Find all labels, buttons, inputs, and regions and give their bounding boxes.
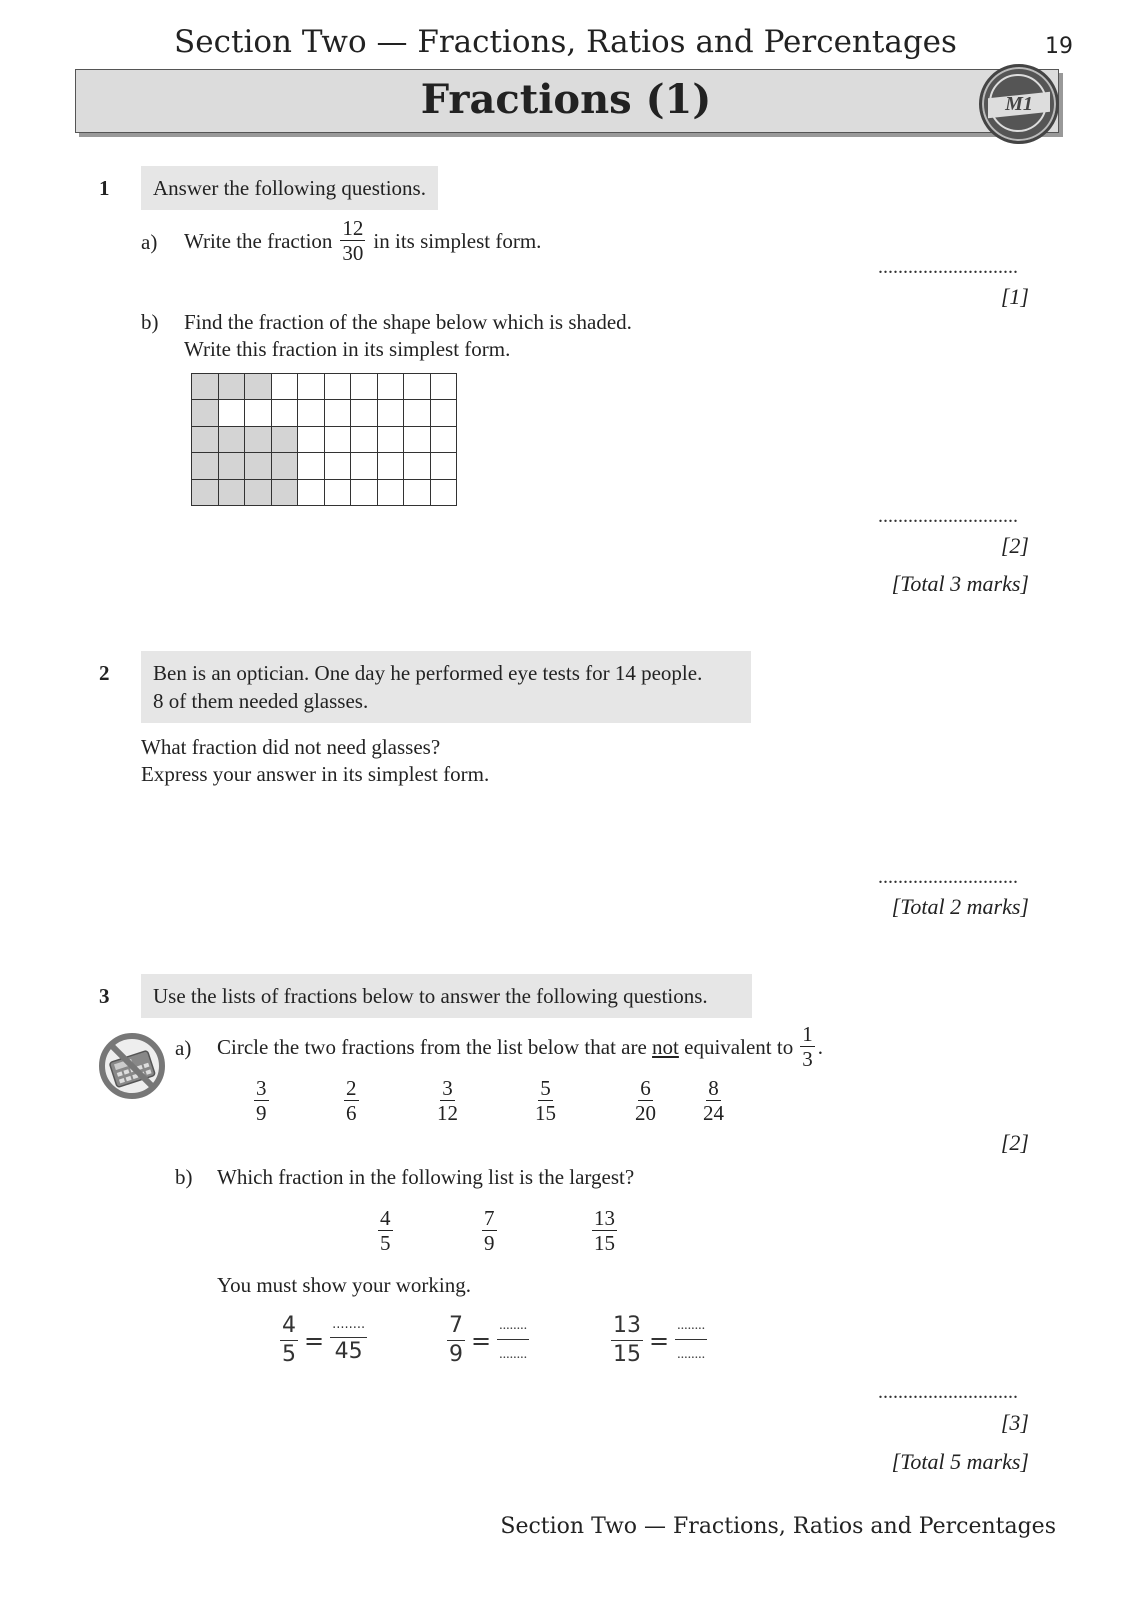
q3b-blank-den[interactable]: ........ [499,1347,528,1362]
section-title: Section Two — Fractions, Ratios and Percentages [174,24,957,60]
question-1-number: 1 [99,176,110,200]
q1b-label: b) [141,310,159,334]
grid-cell [272,400,299,426]
grid-cell-shaded [272,480,299,506]
q1a-text-before: Write the fraction [184,229,333,253]
q3b-working-blank[interactable] [330,1318,367,1363]
q1a-question [184,218,541,264]
q3b-blank-num[interactable]: ........ [330,1318,367,1338]
q3b-option [482,1208,497,1254]
grid-cell [431,374,458,400]
grid-cell [298,374,325,400]
grid-cell [325,374,352,400]
grid-cell-shaded [192,400,219,426]
q3b-option [592,1208,617,1254]
q3a-target-den: 3 [802,1047,813,1071]
q1a-text-after: in its simplest form. [373,229,542,253]
q3b-working-den: 9 [449,1342,463,1367]
equals-sign: = [304,1326,325,1355]
q3a-option[interactable] [437,1078,458,1124]
q3a-text-before: Circle the two fractions from the list below that are [217,1035,653,1059]
q1a-fraction [340,218,365,264]
q3a-mark: [2] [1000,1130,1029,1155]
q3b-answer-line[interactable]: ............................ [878,1381,1018,1403]
q3a-option-den: 6 [346,1101,357,1125]
q3a-option[interactable] [535,1078,556,1124]
q3b-working-fraction [447,1315,465,1366]
q3b-blank-den: 45 [334,1339,363,1364]
q3a-option-num: 3 [442,1076,453,1100]
q1b-line2: Write this fraction in its simplest form. [184,337,511,361]
grid-cell-shaded [272,427,299,453]
level-badge-label: M1 [1005,93,1033,115]
question-2-prompt-line1: Ben is an optician. One day he performed eye tests for 14 people. [153,661,703,685]
grid-cell [325,453,352,479]
q3b-working-blank[interactable] [675,1319,707,1362]
q3b-label: b) [175,1165,193,1189]
q3a-label: a) [175,1036,192,1060]
grid-cell-shaded [192,374,219,400]
q3b-option-num: 7 [484,1206,495,1230]
q1a-answer-line[interactable]: ............................ [878,256,1018,278]
grid-cell [404,453,431,479]
q3a-target-num: 1 [802,1022,813,1046]
q3b-working-fraction [280,1315,298,1366]
q3b-working-blank[interactable] [497,1319,529,1362]
q3b-mark: [3] [1000,1410,1029,1435]
grid-cell [404,400,431,426]
q3b-option [378,1208,393,1254]
q1-total-marks: [Total 3 marks] [891,571,1029,596]
grid-cell [404,480,431,506]
equals-sign: = [471,1326,492,1355]
q3a-option-den: 24 [703,1101,724,1125]
q1a-label: a) [141,230,158,254]
q3a-option-num: 8 [708,1076,719,1100]
q3b-working-num: 13 [611,1315,643,1341]
q3b-working-num: 7 [447,1315,465,1341]
q3a-option-den: 9 [256,1101,267,1125]
grid-cell [404,427,431,453]
grid-cell [351,427,378,453]
q3b-blank-num[interactable]: ........ [675,1319,707,1340]
question-2-number: 2 [99,661,110,685]
q3a-question [217,1022,823,1072]
q1a-fraction-den: 30 [342,241,364,265]
q3a-option-num: 2 [346,1076,357,1100]
no-calculator-icon [98,1032,166,1100]
q3a-text-after: equivalent to [678,1035,794,1059]
q3b-blank-num[interactable]: ........ [497,1319,529,1340]
grid-cell [431,453,458,479]
grid-cell-shaded [192,427,219,453]
grid-cell [404,374,431,400]
grid-cell [351,453,378,479]
q1b-answer-line[interactable]: ............................ [878,505,1018,527]
grid-cell [431,480,458,506]
question-2-prompt [141,651,751,723]
q3b-working-1 [280,1315,367,1366]
equals-sign: = [649,1326,670,1355]
grid-cell-shaded [272,453,299,479]
shaded-grid [191,373,457,506]
question-2-prompt-line2: 8 of them needed glasses. [153,689,369,713]
q3a-option-num: 5 [540,1076,551,1100]
q3b-working-den: 5 [282,1342,296,1367]
q3a-option-den: 20 [635,1101,656,1125]
q3a-option[interactable] [703,1078,724,1124]
grid-cell [431,400,458,426]
grid-cell [325,427,352,453]
grid-cell-shaded [245,453,272,479]
q3b-option-den: 5 [380,1231,391,1255]
q2-line1: What fraction did not need glasses? [141,735,441,759]
q3b-working-num: 4 [280,1315,298,1341]
q3-total-marks: [Total 5 marks] [891,1449,1029,1474]
q3a-option[interactable] [344,1078,359,1124]
question-3-prompt: Use the lists of fractions below to answer the following questions. [141,974,752,1018]
question-3-number: 3 [99,984,110,1008]
q1a-mark: [1] [1000,284,1029,309]
q3a-option-den: 15 [535,1101,556,1125]
q3b-question: Which fraction in the following list is the largest? [217,1165,635,1189]
q3b-working-den: 15 [613,1342,641,1367]
page-number: 19 [1045,34,1073,59]
grid-cell-shaded [245,480,272,506]
grid-cell [378,480,405,506]
q3b-working-fraction [611,1315,643,1366]
q3a-option-num: 6 [640,1076,651,1100]
q1b-line1: Find the fraction of the shape below which is shaded. [184,310,632,334]
grid-cell [378,453,405,479]
grid-cell-shaded [219,480,246,506]
q3b-option-num: 13 [594,1206,615,1230]
grid-cell-shaded [219,453,246,479]
q2-total-marks: [Total 2 marks] [891,894,1029,919]
grid-cell [298,427,325,453]
q3b-option-den: 15 [594,1231,615,1255]
q3a-option[interactable] [635,1078,656,1124]
q3a-option-den: 12 [437,1101,458,1125]
footer-section-title: Section Two — Fractions, Ratios and Percentages [500,1514,1056,1539]
grid-cell-shaded [192,480,219,506]
q3a-target-fraction [800,1024,815,1070]
q2-line2: Express your answer in its simplest form. [141,762,490,786]
grid-cell-shaded [245,374,272,400]
q3b-working-text: You must show your working. [217,1273,471,1297]
q3b-working-2 [447,1315,529,1366]
grid-cell [325,480,352,506]
grid-cell [378,374,405,400]
grid-cell [378,400,405,426]
grid-cell [298,400,325,426]
q3a-period: . [817,1035,823,1059]
grid-cell [351,480,378,506]
q3b-blank-den[interactable]: ........ [677,1347,706,1362]
grid-cell [272,374,299,400]
grid-cell [298,453,325,479]
grid-cell [431,427,458,453]
q2-answer-line[interactable]: ............................ [878,866,1018,888]
q3b-option-num: 4 [380,1206,391,1230]
topic-title: Fractions (1) [420,76,712,123]
level-badge [979,64,1059,144]
q3a-option-num: 3 [256,1076,267,1100]
q1b-mark: [2] [1000,533,1029,558]
grid-cell [325,400,352,426]
q3b-option-den: 9 [484,1231,495,1255]
q3b-working-3 [611,1315,707,1366]
grid-cell [378,427,405,453]
grid-cell [298,480,325,506]
grid-cell [245,400,272,426]
grid-cell-shaded [219,427,246,453]
grid-cell-shaded [245,427,272,453]
q3a-option[interactable] [254,1078,269,1124]
grid-cell [351,400,378,426]
q1a-fraction-num: 12 [342,216,364,240]
question-1-prompt: Answer the following questions. [141,166,438,210]
grid-cell [351,374,378,400]
q3a-underlined: not [652,1035,679,1059]
grid-cell [219,400,246,426]
grid-cell-shaded [219,374,246,400]
grid-cell-shaded [192,453,219,479]
